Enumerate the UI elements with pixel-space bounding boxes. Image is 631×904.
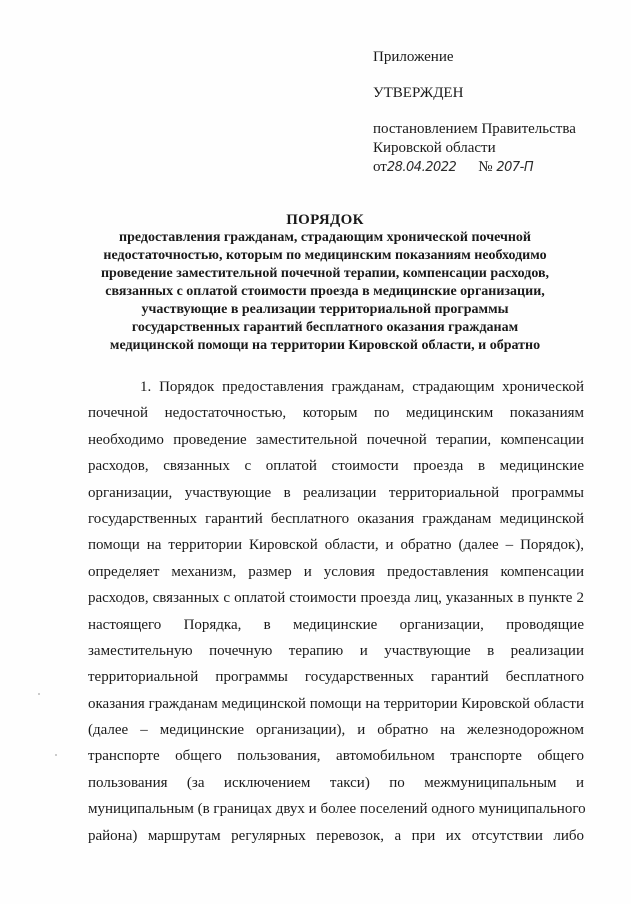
- body-line: помощи на территории Кировской области, и обратно (далее – Порядок),: [88, 537, 584, 554]
- body-line: территориальной программы государственных гарантий бесплатного: [88, 669, 584, 686]
- body-line: (далее – медицинские организации), и обратно на железнодорожном: [88, 722, 584, 739]
- body-line: настоящего Порядка, в медицинские организации, проводящие: [88, 616, 584, 633]
- body-line: муниципальным (в границах двух и более поселений одного муниципального: [88, 801, 586, 818]
- approved-label: УТВЕРЖДЕН: [373, 85, 464, 101]
- decree-line-1: постановлением Правительства: [373, 121, 576, 137]
- document-title: [60, 211, 590, 355]
- title-line: недостаточностью, которым по медицинским показаниям необходимо: [103, 248, 547, 263]
- title-line: государственных гарантий бесплатного оказания гражданам: [131, 320, 519, 335]
- title-line: участвующие в реализации территориальной программы: [141, 302, 509, 317]
- decree-line-2: Кировской области: [373, 140, 496, 156]
- number-prefix: №: [478, 159, 493, 175]
- handwritten-number: 207-П: [496, 160, 534, 175]
- title-subtitle: [60, 229, 590, 355]
- approval-block: [373, 48, 613, 177]
- body-line: заместительную почечную терапию и участвующие в реализации: [88, 642, 584, 659]
- body-paragraph: [88, 374, 584, 849]
- scan-speck: [55, 754, 57, 756]
- body-line: 1. Порядок предоставления гражданам, страдающим хронической: [140, 379, 584, 395]
- body-line: района) маршрутам регулярных перевозок, а при их отсутствии либо: [88, 827, 584, 844]
- body-line: необходимо проведение заместительной почечной терапии, компенсации: [88, 431, 584, 448]
- date-number-row: [373, 158, 613, 177]
- body-line: определяет механизм, размер и условия предоставления компенсации: [88, 563, 584, 580]
- body-line: пользования (за исключением такси) по межмуниципальным и: [88, 774, 584, 791]
- body-line: оказания гражданам медицинской помощи на территории Кировской области: [88, 695, 584, 712]
- body-line: государственных гарантий бесплатного оказания гражданам медицинской: [88, 510, 584, 527]
- body-line: расходов, связанных с оплатой стоимости проезда лиц, указанных в пункте 2: [88, 590, 584, 607]
- title-line: предоставления гражданам, страдающим хронической почечной: [119, 230, 531, 245]
- title-main: ПОРЯДОК: [286, 212, 364, 228]
- handwritten-date: 28.04.2022: [386, 160, 457, 175]
- body-line: транспорте общего пользования, автомобильном транспорте общего: [88, 748, 584, 765]
- appendix-label: Приложение: [373, 49, 454, 65]
- title-line: связанных с оплатой стоимости проезда в медицинские организации,: [105, 284, 545, 299]
- body-line: расходов, связанных с оплатой стоимости проезда в медицинские: [88, 458, 584, 475]
- body-line: почечной недостаточностью, которым по медицинским показаниям: [88, 405, 584, 422]
- scan-speck: [38, 693, 40, 695]
- body-line: организации, участвующие в реализации территориальной программы: [88, 484, 584, 501]
- from-prefix: от: [373, 159, 387, 175]
- title-line: проведение заместительной почечной терапии, компенсации расходов,: [100, 266, 550, 281]
- title-line: медицинской помощи на территории Кировской области, и обратно: [109, 338, 541, 353]
